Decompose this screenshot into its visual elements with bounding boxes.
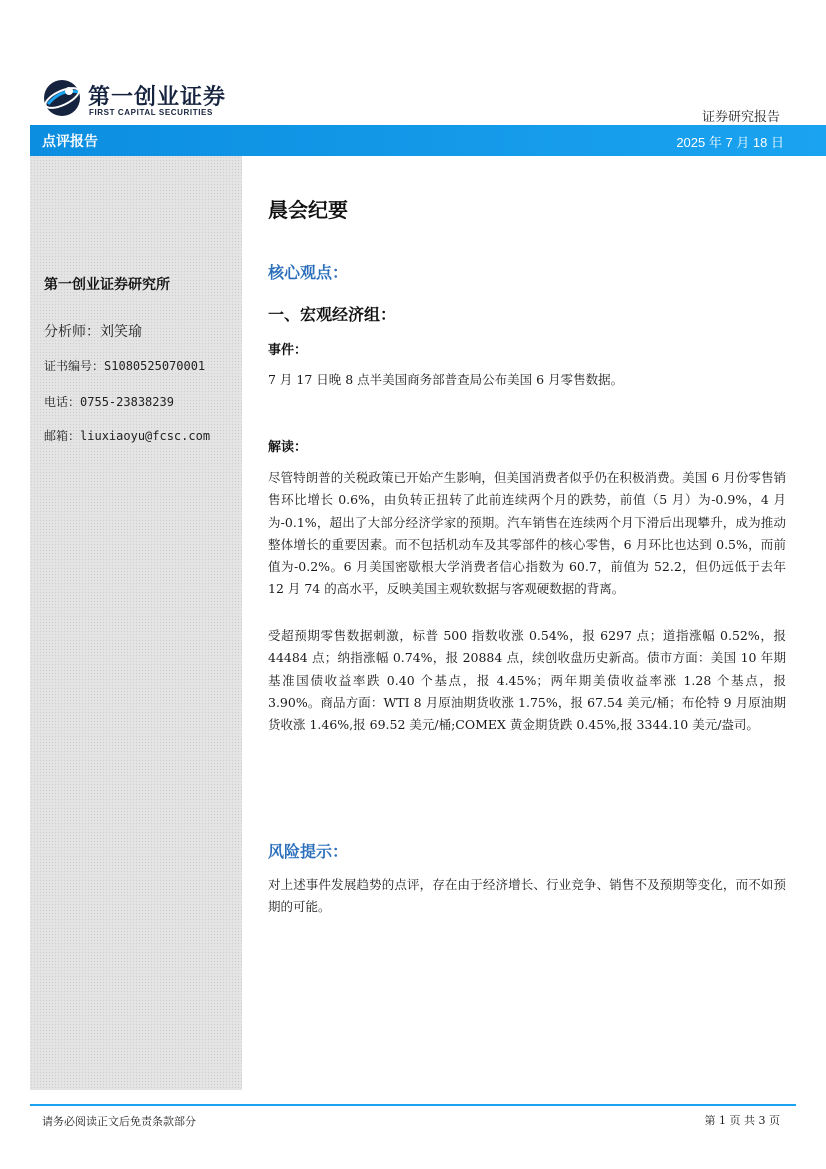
analysis-paragraph-1: 尽管特朗普的关税政策已开始产生影响，但美国消费者似乎仍在积极消费。美国 6 月份零售销售环比增长 0.6%，由负转正扭转了此前连续两个月的跌势，前值（5 月）为-0.9%，4 月为-0.1%，超出了大部分经济学家的预期。汽车销售在连续两个月下滑后出现攀升，成为推动整体增长的重要因素。而不包括机动车及其零部件的核心零售，6 月环比也达到 0.5%，而前值为-0.2%。6 月美国密歇根大学消费者信心指数为 60.7，前值为 52.2，但仍远低于去年 12 月 74 的高水平，反映美国主观软数据与客观硬数据的背离。 <box>268 470 786 597</box>
email-label: 邮箱： <box>44 429 81 443</box>
risk-heading: 风险提示： <box>268 842 349 861</box>
report-category: 点评报告 <box>42 134 98 150</box>
page-number: 第 1 页 共 3 页 <box>704 1114 780 1127</box>
certificate-value: S1080525070001 <box>104 359 206 373</box>
document-type: 证券研究报告 <box>701 110 780 125</box>
event-text: 7 月 17 日晚 8 点半美国商务部普查局公布美国 6 月零售数据。 <box>268 372 624 387</box>
footer-disclaimer: 请务必阅读正文后免责条款部分 <box>42 1115 196 1128</box>
risk-text: 对上述事件发展趋势的点评，存在由于经济增长、行业竞争、销售不及预期等变化，而不如预期的可能。 <box>268 877 786 915</box>
analyst-name: 分析师：刘笑瑜 <box>44 324 142 340</box>
phone-label: 电话： <box>44 395 81 409</box>
logo-english-name: FIRST CAPITAL SECURITIES <box>89 108 213 117</box>
analysis-paragraph-2: 受超预期零售数据刺激，标普 500 指数收涨 0.54%，报 6297 点；道指涨幅 0.52%，报 44484 点；纳指涨幅 0.74%，报 20884 点，续创收盘历史新高。债市方面：美国 10 年期基准国债收益率跌 0.40 个基点，报 4.45%；两年期美债收益率涨 1.28 个基点，报 3.90%。商品方面：WTI 8 月原油期货收涨 1.75%，报 67.54 美元/桶；布伦特 9 月原油期货收涨 1.46%,报 69.52 美元/桶;COMEX 黄金期货跌 0.45%,报 3344.10 美元/盎司。 <box>268 628 786 733</box>
globe-logo-icon <box>42 78 82 118</box>
macro-section-heading: 一、宏观经济组： <box>268 305 397 324</box>
phone-value: 0755-23838239 <box>80 395 174 409</box>
email <box>44 427 210 444</box>
analysis-label: 解读： <box>268 440 308 455</box>
certificate-label: 证书编号： <box>44 359 105 373</box>
core-views-heading: 核心观点： <box>268 263 349 282</box>
footer-divider <box>30 1104 796 1106</box>
page-title: 晨会纪要 <box>268 198 348 222</box>
certificate-number <box>44 357 205 374</box>
header-banner <box>30 125 826 156</box>
email-link[interactable]: liuxiaoyu@fcsc.com <box>80 429 211 443</box>
logo-chinese-name: 第一创业证券 <box>88 85 227 110</box>
company-logo <box>42 78 242 122</box>
research-institute: 第一创业证券研究所 <box>44 277 170 293</box>
phone <box>44 393 174 410</box>
sidebar <box>30 156 242 1090</box>
report-date: 2025 年 7 月 18 日 <box>676 135 784 150</box>
event-label: 事件： <box>268 343 308 358</box>
